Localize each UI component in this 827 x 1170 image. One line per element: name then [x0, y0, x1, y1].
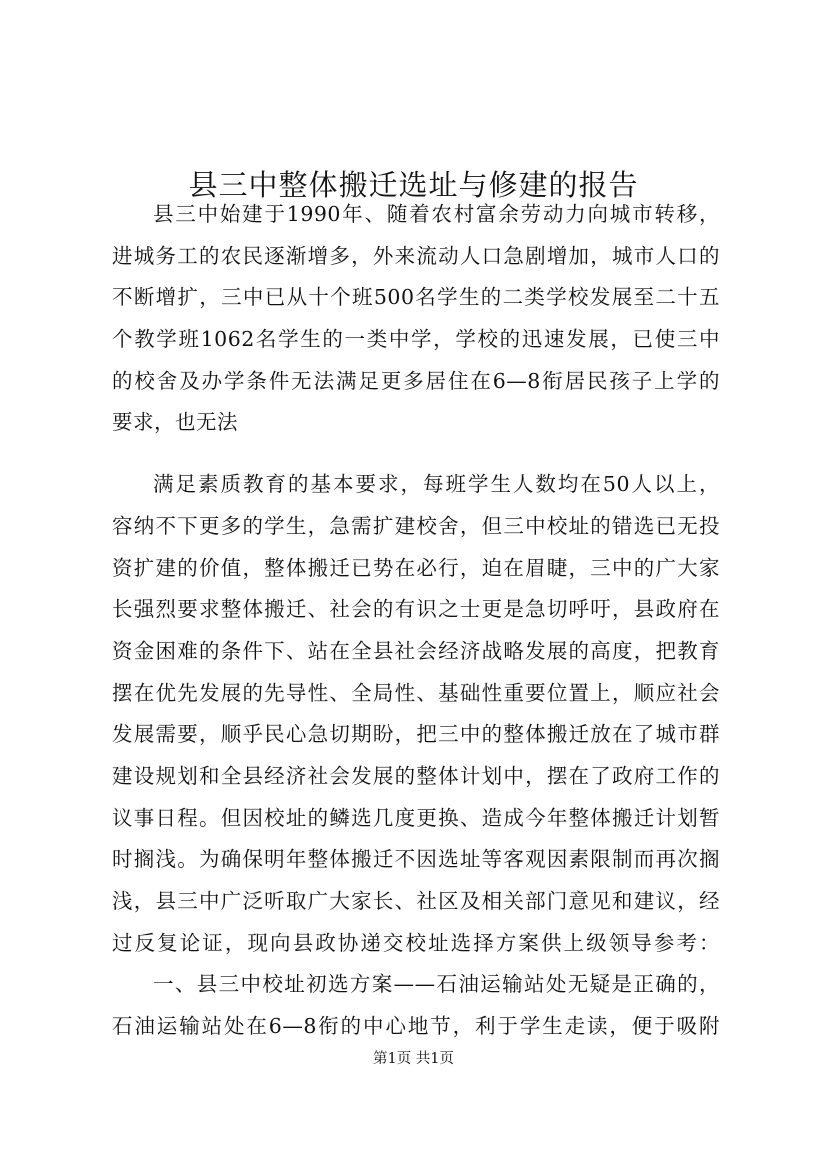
- paragraph-2: [112, 464, 720, 964]
- paragraph-gap: [112, 444, 720, 464]
- text-line: 资金困难的条件下、站在全县社会经济战略发展的高度，把教育: [112, 638, 720, 663]
- text-line: 议事日程。但因校址的鳞选几度更换、造成今年整体搬迁计划暂: [112, 805, 720, 830]
- text-line: 一、县三中校址初选方案——石油运输站处无疑是正确的，: [153, 972, 720, 997]
- text-line: 满足素质教育的基本要求，每班学生人数均在50人以上，: [153, 472, 720, 497]
- document-title: 县三中整体搬迁选址与修建的报告: [188, 168, 639, 203]
- text-line: 要求，也无法: [112, 410, 238, 435]
- text-line: 时搁浅。为确保明年整体搬迁不因选址等客观因素限制而再次搁: [112, 847, 720, 872]
- paragraph-3: [112, 964, 720, 1047]
- text-line: 容纳不下更多的学生，急需扩建校舍，但三中校址的错选已无投: [112, 513, 720, 538]
- text-line: 不断增扩，三中已从十个班500名学生的二类学校发展至二十五: [112, 285, 720, 310]
- text-line: 建设规划和全县经济社会发展的整体计划中，摆在了政府工作的: [112, 763, 720, 788]
- text-line: 发展需要，顺乎民心急切期盼，把三中的整体搬迁放在了城市群: [112, 722, 720, 747]
- document-body: [112, 194, 720, 1048]
- text-line: 个教学班1062名学生的一类中学，学校的迅速发展，已使三中: [112, 327, 720, 352]
- page-number-footer: 第1页 共1页: [372, 1051, 455, 1067]
- text-line: 资扩建的价值，整体搬迁已势在必行，迫在眉睫，三中的广大家: [112, 555, 720, 580]
- text-line: 浅，县三中广泛听取广大家长、社区及相关部门意见和建议，经: [112, 889, 720, 913]
- paragraph-1: [112, 194, 720, 444]
- text-line: 的校舍及办学条件无法满足更多居住在6—8衔居民孩子上学的: [112, 368, 720, 393]
- text-line: 过反复论证，现向县政协递交校址选择方案供上级领导参考：: [112, 930, 720, 955]
- text-line: 石油运输站处在6—8衔的中心地节，利于学生走读，便于吸附: [112, 1014, 720, 1039]
- text-line: 长强烈要求整体搬迁、社会的有识之士更是急切呼吁，县政府在: [112, 597, 720, 622]
- text-line: 进城务工的农民逐渐增多，外来流动人口急剧增加，城市人口的: [112, 243, 720, 268]
- text-line: 县三中始建于1990年、随着农村富余劳动力向城市转移，: [153, 202, 720, 226]
- text-line: 摆在优先发展的先导性、全局性、基础性重要位置上，顺应社会: [112, 680, 720, 705]
